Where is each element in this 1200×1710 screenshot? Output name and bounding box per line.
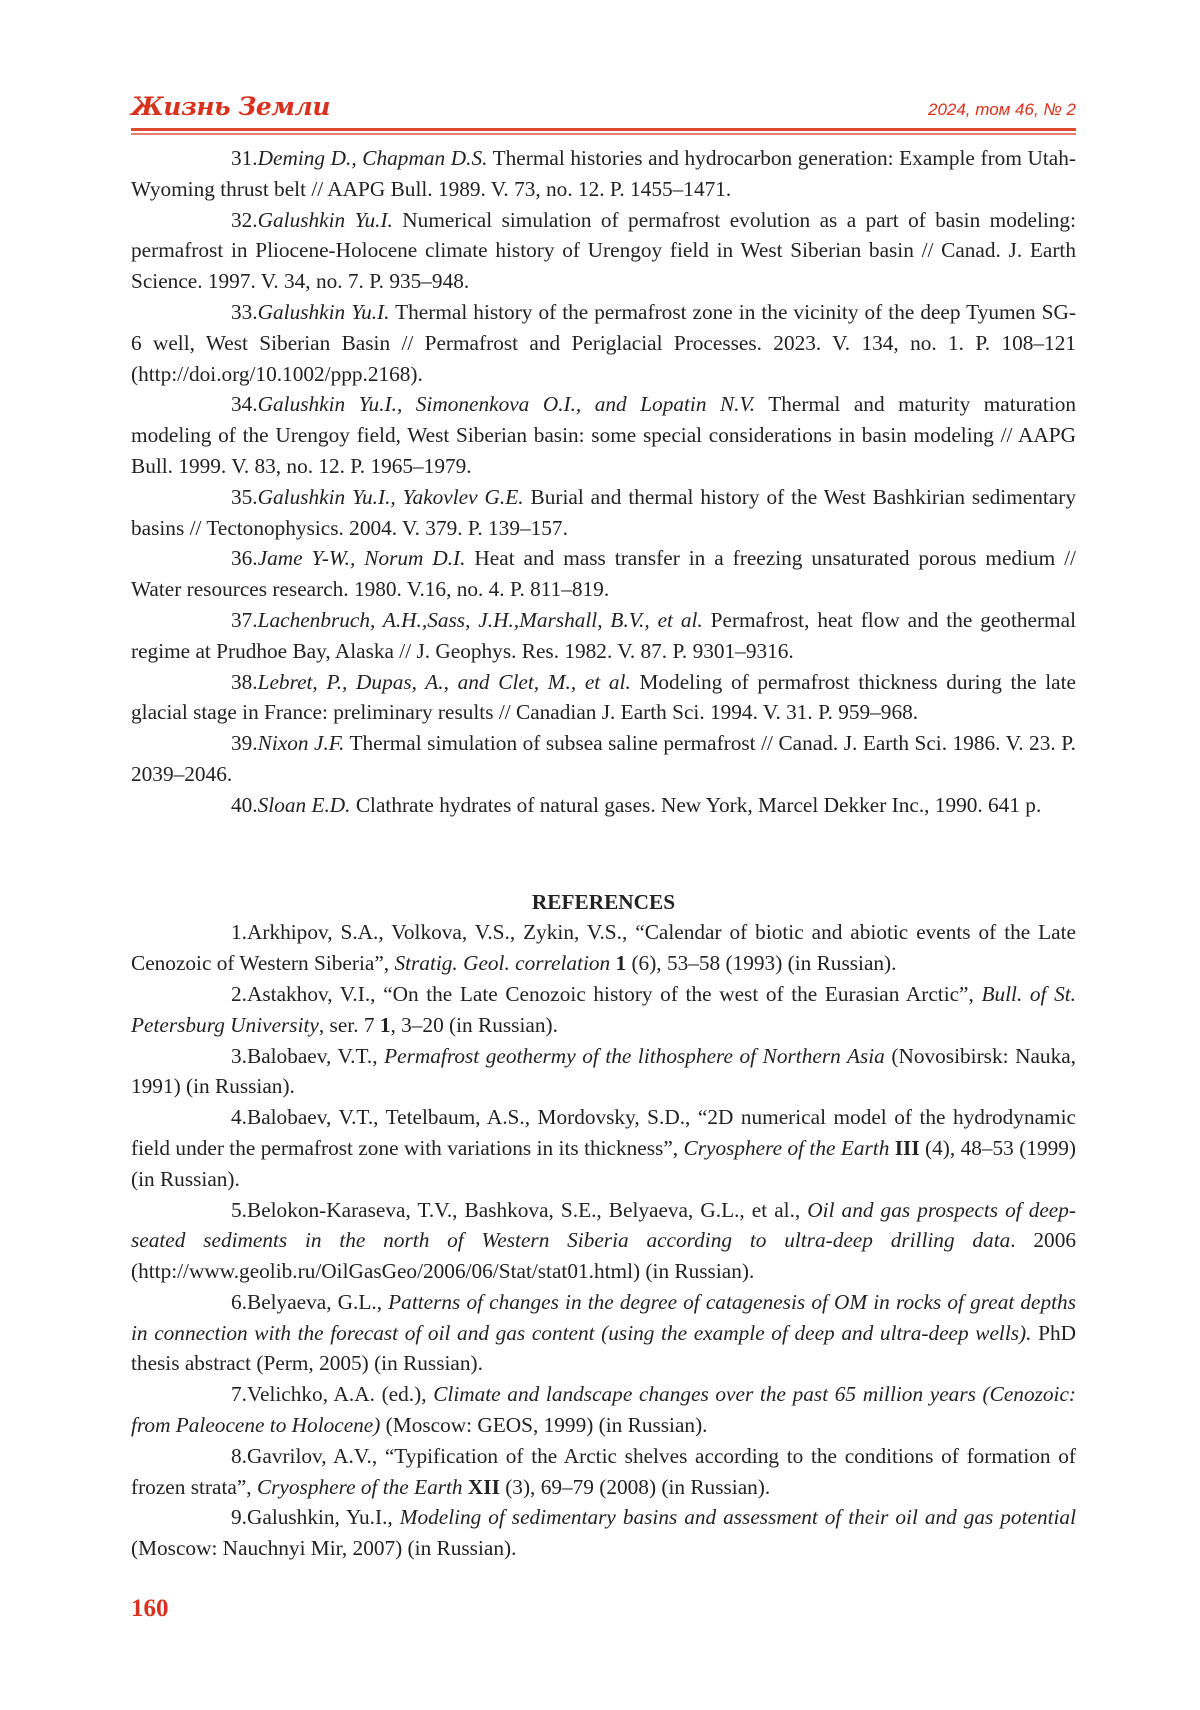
reference-text: (6), 53–58 (1993) (in Russian). xyxy=(626,951,897,976)
reference-italic-text: Cryosphere of the Earth xyxy=(256,1474,463,1499)
reference-number: 8. xyxy=(231,1443,247,1468)
reference-italic-text: Jame Y-W., Norum D.I. xyxy=(257,546,466,571)
reference-number: 4. xyxy=(231,1105,247,1130)
reference-item xyxy=(131,667,1076,729)
reference-italic-text: Galushkin Yu.I., Simonenkova O.I., and Lopatin N.V. xyxy=(257,392,756,417)
reference-italic-text: Galushkin Yu.I., Yakovlev G.E. xyxy=(257,484,524,509)
reference-number: 32. xyxy=(231,207,258,232)
reference-item xyxy=(131,482,1076,544)
reference-item xyxy=(131,297,1076,389)
reference-italic-text: Lebret, P., Dupas, A., and Clet, M., et al. xyxy=(257,669,631,694)
reference-italic-text: Nixon J.F. xyxy=(257,731,345,756)
reference-item xyxy=(131,917,1076,979)
reference-number: 5. xyxy=(231,1197,247,1222)
reference-italic-text: Patterns of changes in the degree of catagenesis of OM in rocks of great depths in connection with the forecast of oil and gas content (using the example of deep and ultra-deep wells). xyxy=(131,1289,1076,1345)
reference-item xyxy=(131,979,1076,1041)
reference-number: 7. xyxy=(231,1382,247,1407)
reference-item xyxy=(131,1379,1076,1441)
reference-item xyxy=(131,389,1076,481)
header-rule xyxy=(131,128,1076,131)
reference-text: Gavrilov, A.V., “Typification of the Arctic shelves according to the conditions of formation of frozen strata”, xyxy=(131,1443,1076,1499)
reference-italic-text: Modeling of sedimentary basins and assessment of their oil and gas potential xyxy=(399,1505,1076,1530)
running-header xyxy=(131,92,1076,136)
reference-text: , 3–20 (in Russian). xyxy=(390,1012,558,1037)
reference-text: (Novosibirsk: Nauka, 1991) (in Russian). xyxy=(131,1043,1076,1099)
reference-item xyxy=(131,1287,1076,1379)
reference-italic-text: Bull. of St. Petersburg University xyxy=(131,981,1076,1037)
reference-number: 3. xyxy=(231,1043,247,1068)
reference-italic-text: Oil and gas prospects of deep-seated sediments in the north of Western Siberia according to ultra-deep drilling data xyxy=(131,1197,1076,1253)
reference-list-english xyxy=(131,917,1076,1564)
reference-number: 33. xyxy=(231,299,258,324)
journal-logo: Жизнь Земли xyxy=(131,92,331,121)
reference-text: Balobaev, V.T., xyxy=(246,1043,385,1068)
reference-number: 36. xyxy=(231,546,258,571)
reference-item xyxy=(131,1195,1076,1287)
reference-item xyxy=(131,543,1076,605)
reference-italic-text: Galushkin Yu.I. xyxy=(257,207,393,232)
reference-text: Astakhov, V.I., “On the Late Cenozoic history of the west of the Eurasian Arctic”, xyxy=(246,981,982,1006)
reference-item xyxy=(131,1502,1076,1564)
reference-list-russian xyxy=(131,143,1076,821)
reference-text: Thermal histories and hydrocarbon generation: Example from Utah-Wyoming thrust belt // AAPG Bull. 1989. V. 73, no. 12. P. 1455–1471. xyxy=(131,146,1076,201)
reference-number: 40. xyxy=(231,792,258,817)
page-number: 160 xyxy=(131,1595,169,1622)
reference-bold-text: 1 xyxy=(615,951,627,976)
reference-text: (3), 69–79 (2008) (in Russian). xyxy=(499,1474,771,1499)
reference-text: Balobaev, V.T., Tetelbaum, A.S., Mordovsky, S.D., “2D numerical model of the hydrodynamic field under the permafrost zone with variations in its thickness”, xyxy=(131,1105,1076,1160)
page-content xyxy=(131,143,1076,1564)
reference-text: Belyaeva, G.L., xyxy=(246,1289,389,1314)
reference-text: (4), 48–53 (1999) (in Russian). xyxy=(131,1135,1076,1191)
reference-text: Clathrate hydrates of natural gases. New York, Marcel Dekker Inc., 1990. 641 p. xyxy=(350,792,1042,817)
reference-text: . 2006 (http://www.geolib.ru/OilGasGeo/2006/06/Stat/stat01.html) (in Russian). xyxy=(131,1228,1077,1284)
reference-text: , ser. 7 xyxy=(318,1012,380,1037)
reference-item xyxy=(131,205,1076,297)
reference-text: Velichko, A.A. (ed.), xyxy=(246,1382,434,1407)
reference-italic-text: Deming D., Chapman D.S. xyxy=(257,146,488,170)
reference-text: Modeling of permafrost thickness during the late glacial stage in France: preliminary results // Canadian J. Earth Sci. 1994. V. 31. P. 959–968. xyxy=(131,669,1076,725)
reference-text: Heat and mass transfer in a freezing unsaturated porous medium // Water resources research. 1980. V.16, no. 4. P. 811–819. xyxy=(131,546,1076,602)
reference-italic-text: Climate and landscape changes over the past 65 million years (Cenozoic: from Paleocene to Holocene) xyxy=(131,1382,1077,1438)
reference-italic-text: Galushkin Yu.I. xyxy=(257,299,390,324)
reference-item xyxy=(131,1441,1076,1503)
reference-bold-text: III xyxy=(894,1135,920,1160)
reference-italic-text: Permafrost geothermy of the lithosphere of Northern Asia xyxy=(384,1043,885,1068)
reference-number: 38. xyxy=(231,669,258,694)
reference-text: (Moscow: Nauchnyi Mir, 2007) (in Russian). xyxy=(131,1536,517,1561)
reference-text: Numerical simulation of permafrost evolution as a part of basin modeling: permafrost in Pliocene-Holocene climate history of Urengoy field in West Siberian basin // Canad. J. Earth Science. 1997. V. 34, no. 7. P. 935–948. xyxy=(131,207,1076,294)
issue-info: 2024, том 46, № 2 xyxy=(927,100,1076,119)
reference-bold-text: 1 xyxy=(379,1012,391,1037)
reference-number: 35. xyxy=(231,484,258,509)
reference-item xyxy=(131,605,1076,667)
reference-item xyxy=(131,143,1076,205)
reference-text: Burial and thermal history of the West Bashkirian sedimentary basins // Tectonophysics. 2004. V. 379. P. 139–157. xyxy=(131,484,1076,540)
reference-item xyxy=(131,728,1076,790)
reference-number: 1. xyxy=(231,920,247,945)
reference-item xyxy=(131,1102,1076,1194)
reference-number: 34. xyxy=(231,392,258,417)
reference-item xyxy=(131,790,1076,821)
reference-number: 39. xyxy=(231,731,258,756)
reference-number: 2. xyxy=(231,981,247,1006)
reference-text: Belokon-Karaseva, T.V., Bashkova, S.E., Belyaeva, G.L., et al., xyxy=(246,1197,808,1222)
reference-number: 31. xyxy=(231,146,258,170)
reference-italic-text: Stratig. Geol. correlation xyxy=(394,951,611,976)
reference-italic-text: Sloan E.D. xyxy=(257,792,351,817)
reference-text: Thermal simulation of subsea saline permafrost // Canad. J. Earth Sci. 1986. V. 23. P. 2039–2046. xyxy=(131,731,1077,786)
references-heading: REFERENCES xyxy=(531,889,676,914)
reference-text: PhD thesis abstract (Perm, 2005) (in Russian). xyxy=(131,1320,1076,1376)
header-rule-thin xyxy=(131,133,1076,135)
reference-italic-text: Cryosphere of the Earth xyxy=(683,1135,890,1160)
reference-italic-text: Lachenbruch, A.H.,Sass, J.H.,Marshall, B.V., et al. xyxy=(257,607,703,632)
reference-text: Galushkin, Yu.I., xyxy=(246,1505,400,1530)
reference-text: Permafrost, heat flow and the geothermal regime at Prudhoe Bay, Alaska // J. Geophys. Res. 1982. V. 87. P. 9301–9316. xyxy=(131,607,1076,663)
reference-number: 9. xyxy=(231,1505,247,1530)
reference-text: Arkhipov, S.A., Volkova, V.S., Zykin, V.S., “Calendar of biotic and abiotic events of the Late Cenozoic of Western Siberia”, xyxy=(131,920,1076,976)
reference-number: 37. xyxy=(231,607,258,632)
reference-bold-text: XII xyxy=(467,1474,500,1499)
reference-text: Thermal history of the permafrost zone in the vicinity of the deep Tyumen SG-6 well, West Siberian Basin // Permafrost and Periglacial Processes. 2023. V. 134, no. 1. P. 108–121 (http://doi.org/10.1002/ppp.2168). xyxy=(131,299,1076,386)
reference-text: (Moscow: GEOS, 1999) (in Russian). xyxy=(380,1413,708,1438)
reference-text: Thermal and maturity maturation modeling of the Urengoy field, West Siberian basin: some special considerations in basin modeling // AAPG Bull. 1999. V. 83, no. 12. P. 1965–1979. xyxy=(131,392,1077,478)
reference-number: 6. xyxy=(231,1289,247,1314)
reference-item xyxy=(131,1041,1076,1103)
